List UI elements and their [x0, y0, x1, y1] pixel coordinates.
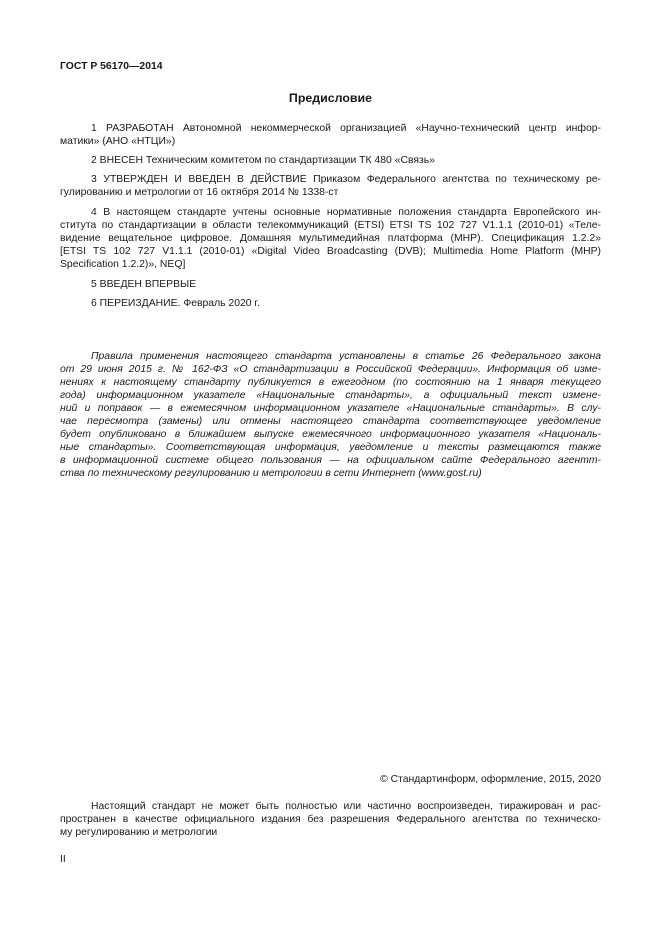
rules-note-line-2: от 29 июня 2015 г. № 162-ФЗ «О стандартизации в Российской Федерации». Информация об изме- [60, 364, 601, 375]
rules-note-line-7: будет опубликовано в ближайшем выпуске ежемесячного информационного указателя «Националь- [60, 429, 601, 440]
copyright-notice: © Стандартинформ, оформление, 2015, 2020 [380, 774, 601, 785]
page-title: Предисловие [288, 91, 373, 105]
item-1-line-2: матики» (АНО «НТЦИ») [60, 136, 176, 147]
item-4-line-5: Specification 1.2.2)», NEQ] [60, 259, 186, 270]
item-5-line-1: 5 ВВЕДЕН ВПЕРВЫЕ [91, 279, 197, 290]
rules-note-line-9: в информационной системе общего пользования — на официальном сайте Федерального агентт- [60, 455, 601, 466]
item-2-line-1: 2 ВНЕСЕН Техническим комитетом по стандартизации ТК 480 «Связь» [91, 155, 435, 166]
item-3-line-2: гулированию и метрологии от 16 октября 2014 № 1338-ст [60, 187, 339, 198]
item-3-line-1: 3 УТВЕРЖДЕН И ВВЕДЕН В ДЕЙСТВИЕ Приказом Федерального агентства по техническому ре- [91, 174, 601, 185]
rules-note-line-3: нениях к настоящему стандарту публикуется в ежегодном (по состоянию на 1 января текущего [60, 377, 601, 388]
item-4-line-1: 4 В настоящем стандарте учтены основные нормативные положения стандарта Европейского ин- [91, 207, 601, 218]
reproduction-note-line-3: му регулированию и метрологии [60, 827, 218, 838]
item-4-line-3: видение вещательное цифровое. Домашняя мультимедийная платформа (МНР). Спецификация 1.2.2» [60, 233, 601, 244]
item-1-line-1: 1 РАЗРАБОТАН Автономной некоммерческой организацией «Научно-технический центр инфор- [91, 123, 601, 134]
item-4-line-2: ститута по стандартизации в области телекоммуникаций (ETSI) ETSI TS 102 727 V1.1.1 (2010-01) «Теле- [60, 220, 601, 231]
rules-note-line-4: года) информационном указателе «Национальные стандарты», а официальный текст измене- [60, 390, 601, 401]
reproduction-note-line-1: Настоящий стандарт не может быть полностью или частично воспроизведен, тиражирован и рас- [91, 801, 601, 812]
rules-note-line-8: ные стандарты». Соответствующая информация, уведомление и тексты размещаются также [60, 442, 601, 453]
rules-note-line-5: ний и поправок — в ежемесячном информационном указателе «Национальные стандарты». В слу- [60, 403, 601, 414]
rules-note-line-10: ства по техническому регулированию и метрологии в сети Интернет (www.gost.ru) [60, 468, 482, 479]
standard-code: ГОСТ Р 56170—2014 [60, 61, 163, 72]
reproduction-note-line-2: пространен в качестве официального издания без разрешения Федерального агентства по техническо- [60, 814, 601, 825]
item-4-line-4: [ETSI TS 102 727 V1.1.1 (2010-01) «Digital Video Broadcasting (DVB); Multimedia Home Platform (MHP) [60, 246, 601, 257]
rules-note-line-1: Правила применения настоящего стандарта установлены в статье 26 Федерального закона [91, 351, 601, 362]
page-number: II [60, 854, 66, 865]
item-6-line-1: 6 ПЕРЕИЗДАНИЕ. Февраль 2020 г. [91, 298, 260, 309]
rules-note-line-6: чае пересмотра (замены) или отмены настоящего стандарта соответствующее уведомление [60, 416, 601, 427]
